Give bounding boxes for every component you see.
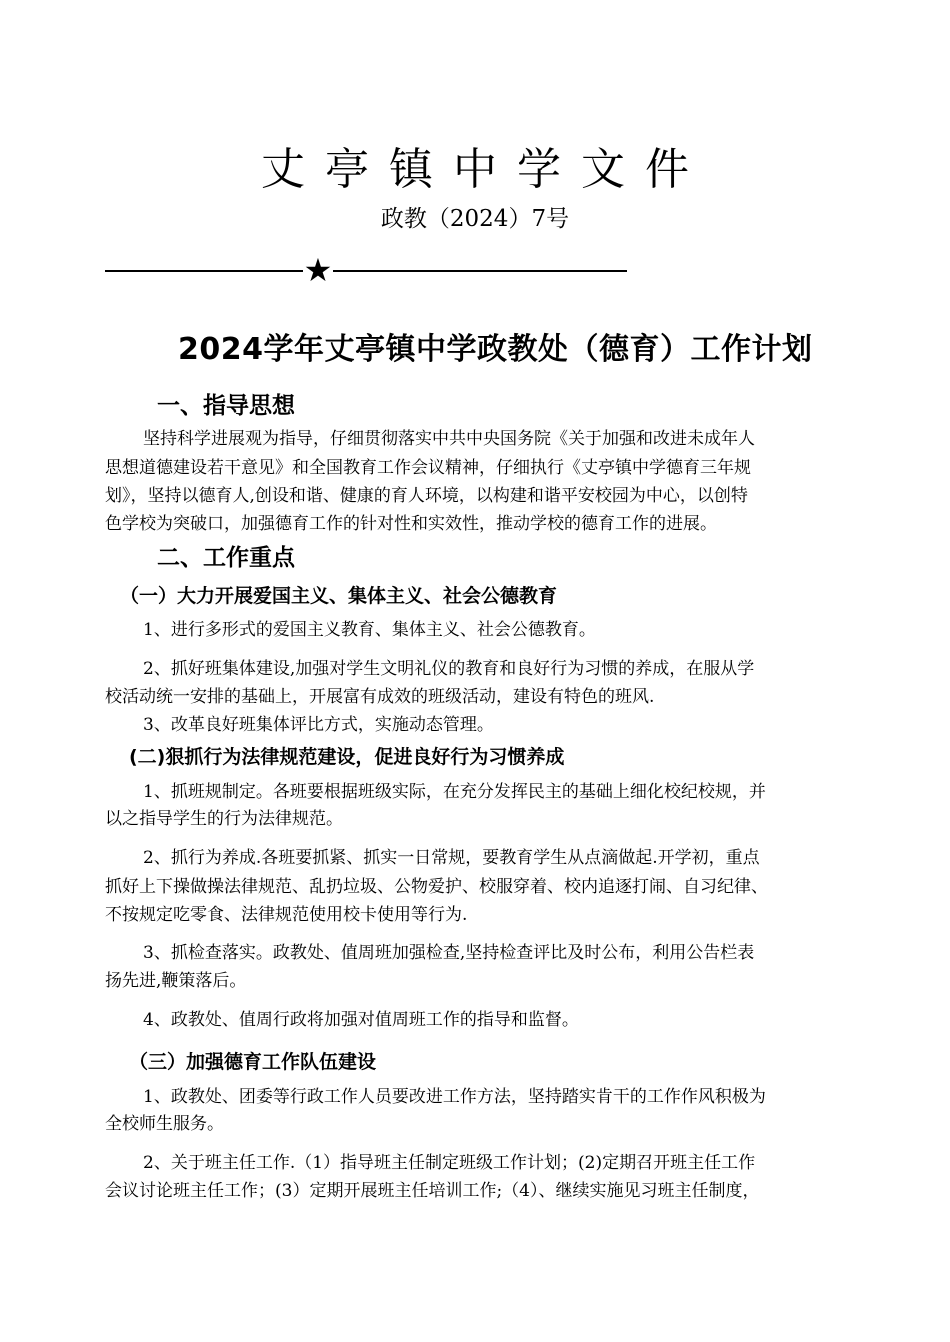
paragraph-line: 思想道德建设若干意见》和全国教育工作会议精神，仔细执行《丈亭镇中学德育三年规 (105, 458, 751, 478)
list-item-continuation: 全校师生服务。 (105, 1114, 224, 1134)
section-heading-work-focus: 二、工作重点 (157, 545, 295, 571)
list-item: 4、政教处、值周行政将加强对值周班工作的指导和监督。 (143, 1010, 579, 1030)
list-item: 2、抓行为养成.各班要抓紧、抓实一日常规，要教育学生从点滴做起.开学初，重点 (143, 848, 760, 868)
list-item-continuation: 会议讨论班主任工作；(3）定期开展班主任培训工作;（4）、继续实施见习班主任制度， (105, 1181, 760, 1201)
list-item: 1、进行多形式的爱国主义教育、集体主义、社会公德教育。 (143, 620, 596, 640)
list-item: 1、抓班规制定。各班要根据班级实际，在充分发挥民主的基础上细化校纪校规，并 (143, 782, 766, 802)
red-rule-right (333, 270, 627, 272)
list-item: 3、改革良好班集体评比方式，实施动态管理。 (143, 715, 494, 735)
list-item: 2、抓好班集体建设,加强对学生文明礼仪的教育和良好行为习惯的养成，在服从学 (143, 659, 755, 679)
page-title: 2024学年丈亭镇中学政教处（德育）工作计划 (178, 332, 813, 367)
list-item-continuation: 抓好上下操做操法律规范、乱扔垃圾、公物爱护、校服穿着、校内追逐打闹、自习纪律、 (105, 877, 768, 897)
subsection-heading-3: （三）加强德育工作队伍建设 (129, 1051, 377, 1073)
list-item-continuation: 不按规定吃零食、法律规范使用校卡使用等行为. (105, 905, 468, 925)
paragraph-line: 色学校为突破口，加强德育工作的针对性和实效性，推动学校的德育工作的进展。 (105, 514, 717, 534)
list-item: 2、关于班主任工作.（1）指导班主任制定班级工作计划；(2)定期召开班主任工作 (143, 1153, 756, 1173)
subsection-heading-2: (二)狠抓行为法律规范建设，促进良好行为习惯养成 (129, 746, 565, 768)
list-item: 3、抓检查落实。政教处、值周班加强检查,坚持检查评比及时公布，利用公告栏表 (143, 943, 755, 963)
document-header-title: 丈亭镇中学文件 (261, 144, 709, 195)
list-item: 1、政教处、团委等行政工作人员要改进工作方法，坚持踏实肯干的工作作风积极为 (143, 1087, 766, 1107)
document-number: 政教（2024）7号 (380, 206, 570, 232)
subsection-heading-1: （一）大力开展爱国主义、集体主义、社会公德教育 (120, 585, 558, 607)
paragraph-line: 坚持科学进展观为指导，仔细贯彻落实中共中央国务院《关于加强和改进未成年人 (143, 429, 755, 449)
star-icon: ★ (303, 251, 333, 289)
red-rule-left (105, 270, 303, 272)
list-item-continuation: 以之指导学生的行为法律规范。 (105, 809, 343, 829)
section-heading-guiding-ideology: 一、指导思想 (157, 393, 295, 419)
list-item-continuation: 校活动统一安排的基础上，开展富有成效的班级活动，建设有特色的班风. (105, 687, 655, 707)
paragraph-line: 划》，坚持以德育人,创设和谐、健康的育人环境，以构建和谐平安校园为中心，以创特 (105, 486, 748, 506)
list-item-continuation: 扬先进,鞭策落后。 (105, 971, 247, 991)
